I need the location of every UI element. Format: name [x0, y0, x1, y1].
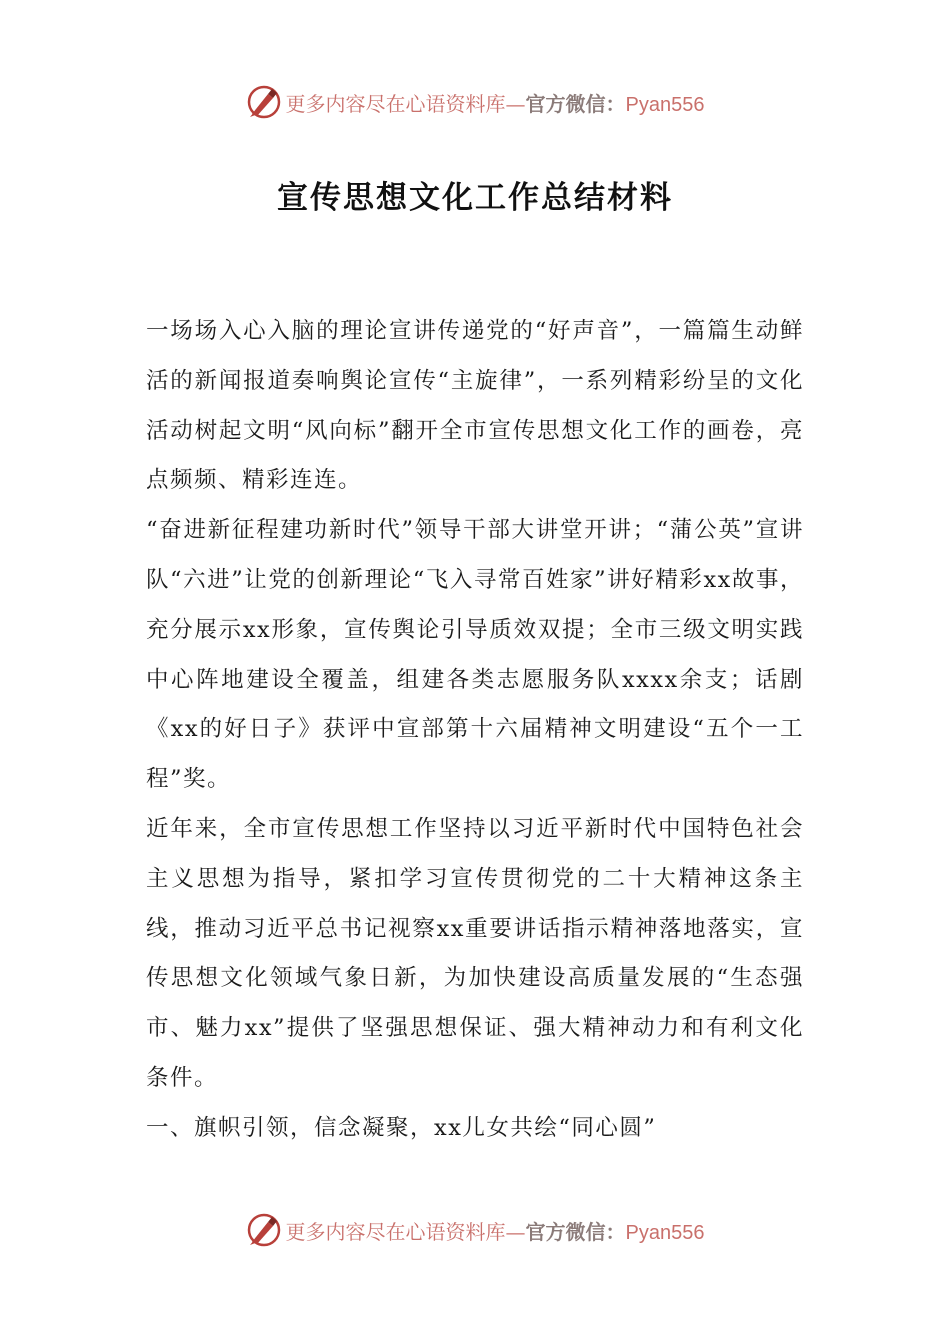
paragraph-highlights: “奋进新征程建功新时代”领导干部大讲堂开讲；“蒲公英”宣讲队“六进”让党的创新理论“飞入寻常百姓家”讲好精彩xx故事，充分展示xx形象，宣传舆论引导质效双提；全市三级文明实践中心阵地建设全覆盖，组建各类志愿服务队xxxx余支；话剧《xx的好日子》获评中宣部第十六届精神文明建设“五个一工程”奖。: [146, 517, 804, 793]
wechat-id: Pyan556: [625, 93, 705, 116]
watermark-label: 更多内容尽在心语资料库: [285, 1219, 506, 1244]
paragraph-overview: 近年来，全市宣传思想工作坚持以习近平新时代中国特色社会主义思想为指导，紧扣学习宣传贯彻党的二十大精神这条主线，推动习近平总书记视察xx重要讲话指示精神落地落实，宣传思想文化领域气象日新，为加快建设高质量发展的“生态强市、魅力xx”提供了坚强思想保证、强大精神动力和有利文化条件。: [146, 815, 804, 1091]
paragraph-intro: 一场场入心入脑的理论宣讲传递党的“好声音”，一篇篇生动鲜活的新闻报道奏响舆论宣传“主旋律”，一系列精彩纷呈的文化活动树起文明“风向标”翻开全市宣传思想文化工作的画卷，亮点频频、精彩连连。: [146, 318, 804, 494]
watermark-label: 更多内容尽在心语资料库: [285, 91, 506, 116]
pen-nib-logo-icon: [246, 84, 282, 120]
document-title: 宣传思想文化工作总结材料: [277, 180, 673, 216]
watermark-text: [286, 1216, 705, 1245]
pen-nib-logo-icon: [246, 1212, 282, 1248]
wechat-label: 官方微信：: [525, 91, 626, 116]
wechat-id: Pyan556: [625, 1221, 705, 1244]
watermark-separator: —: [505, 91, 526, 116]
footer-watermark-banner: [0, 1208, 950, 1252]
section-heading-1: 一、旗帜引领，信念凝聚，xx儿女共绘“同心圆”: [146, 1114, 657, 1141]
document-body: [146, 307, 804, 1154]
wechat-label: 官方微信：: [525, 1219, 626, 1244]
header-watermark-banner: [0, 80, 950, 124]
watermark-text: [286, 88, 705, 117]
watermark-separator: —: [505, 1219, 526, 1244]
